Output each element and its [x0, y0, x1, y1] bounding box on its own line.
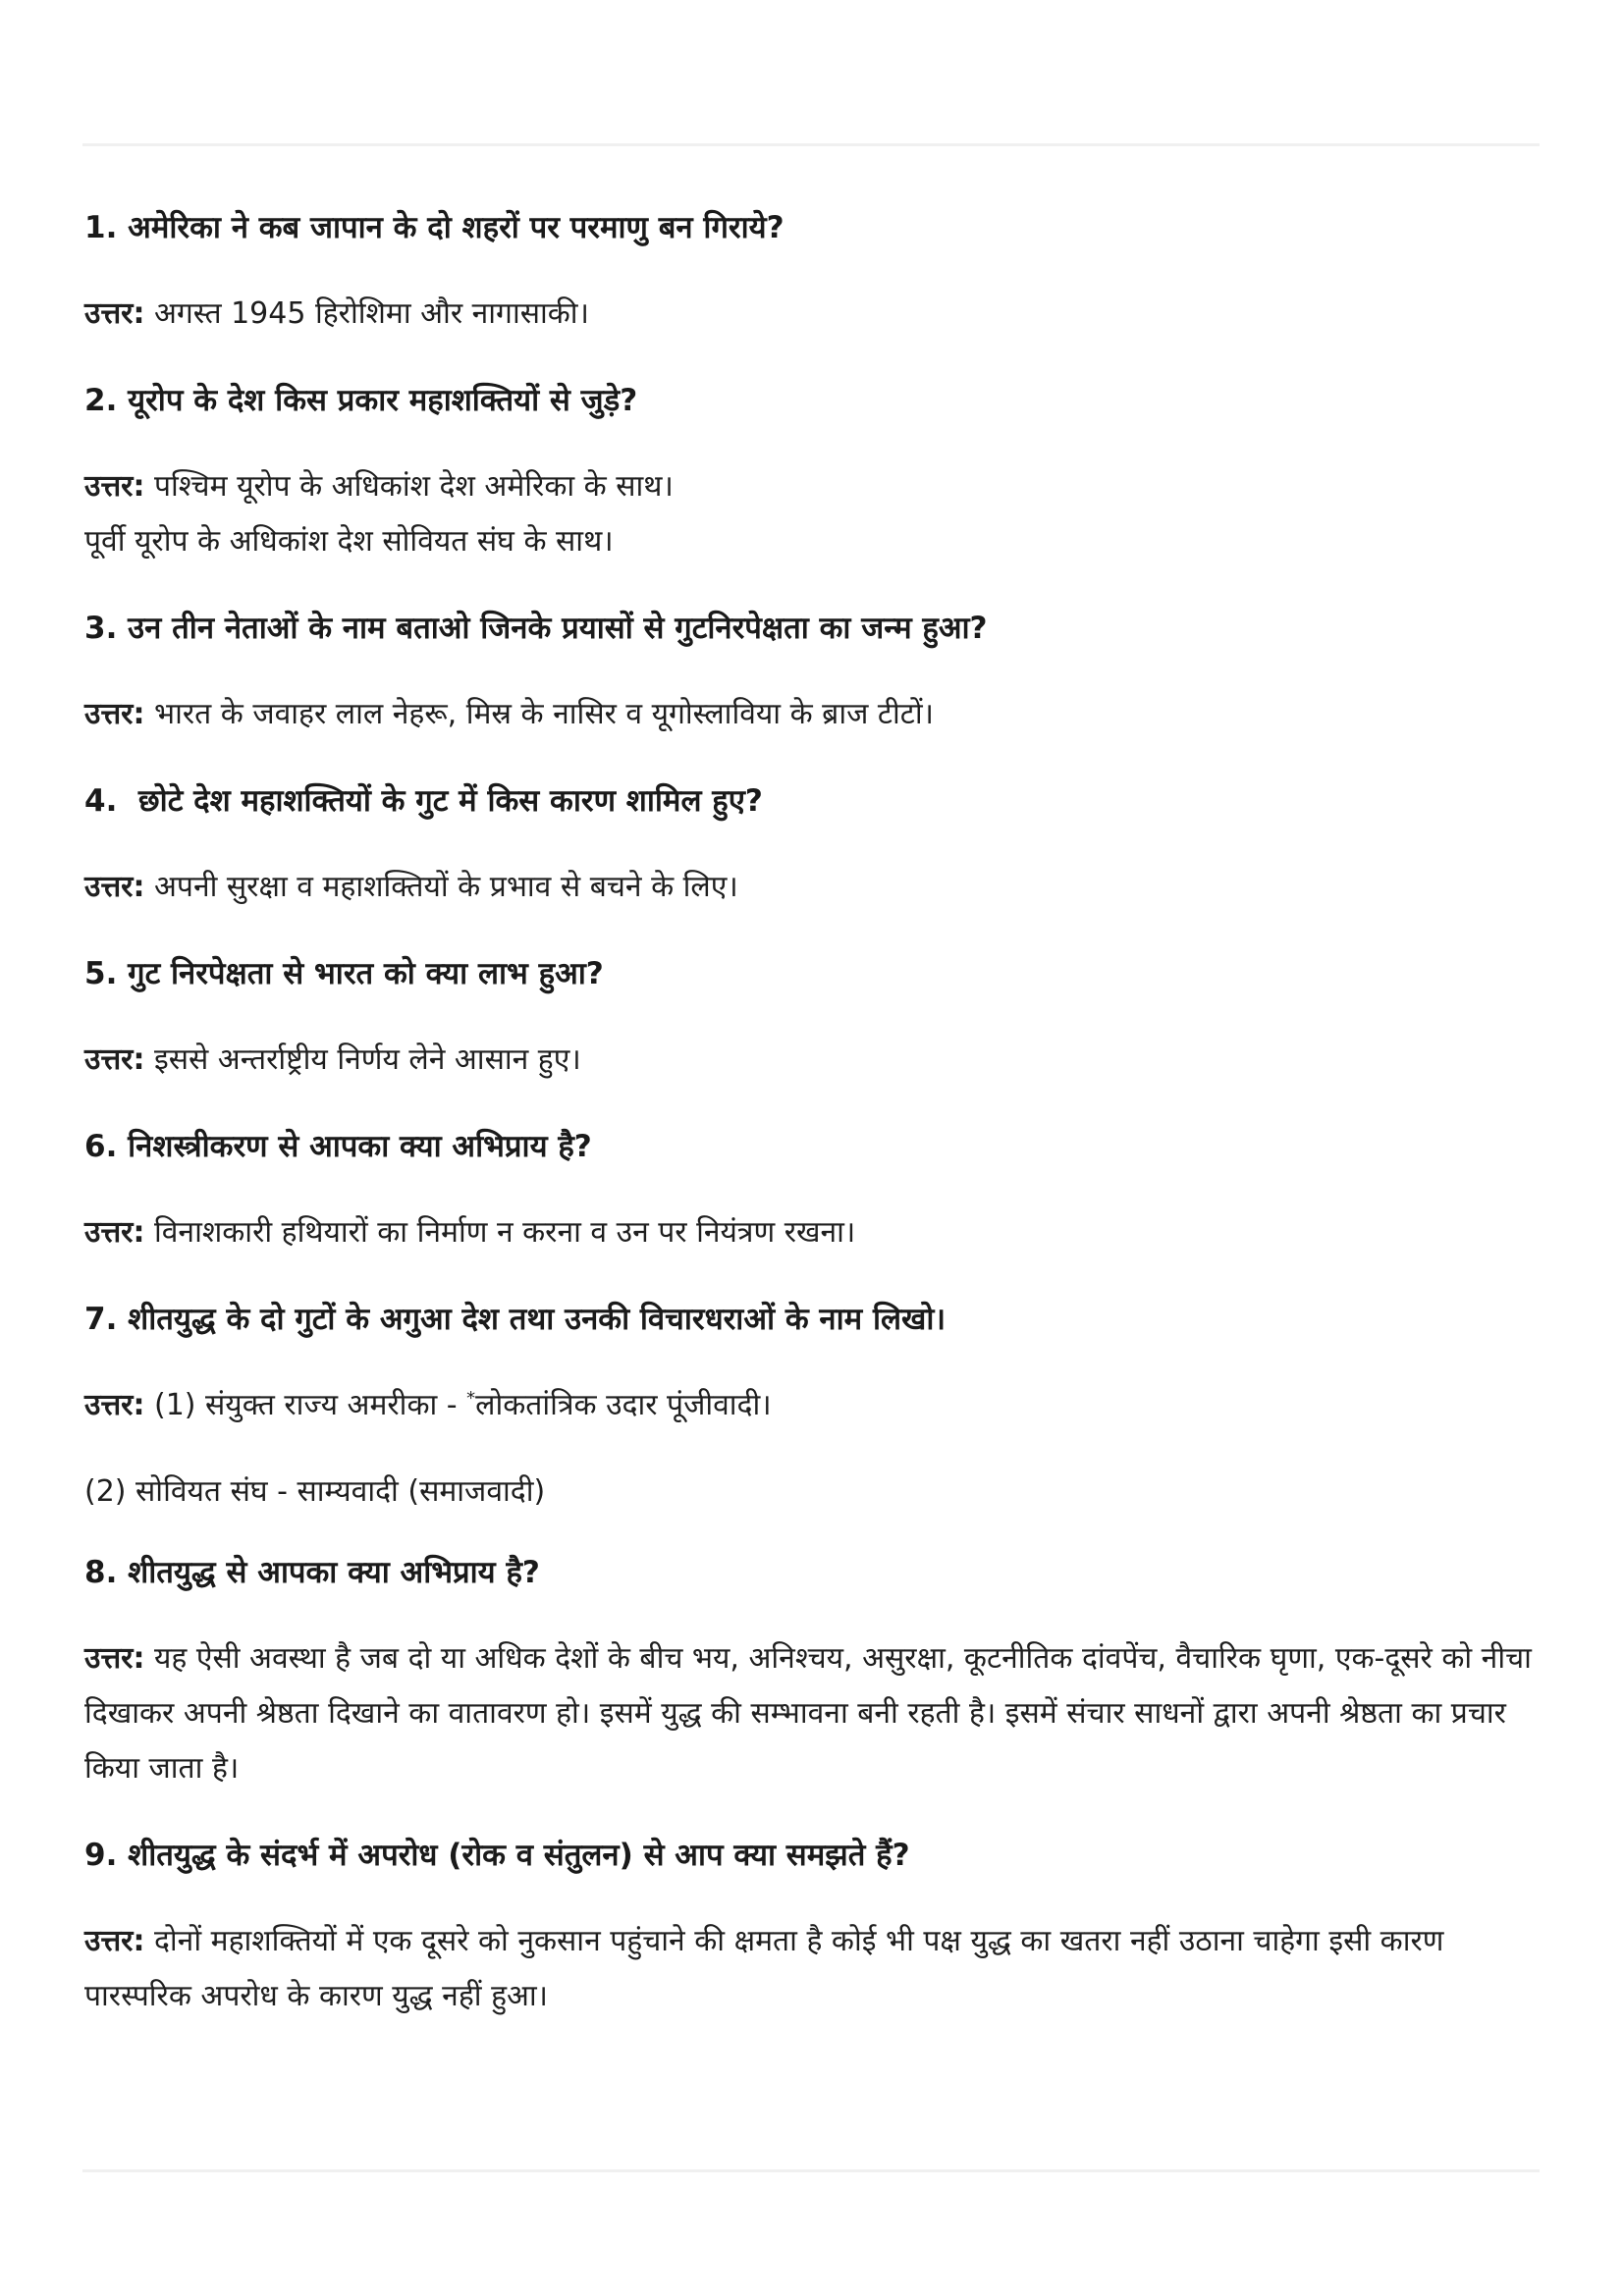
answer-text: विनाशकारी हथियारों का निर्माण न करना व उन पर नियंत्रण रखना। — [153, 1215, 856, 1250]
answer-label: उत्तर: — [84, 1042, 145, 1077]
answer-text: पूर्वी यूरोप के अधिकांश देश सोवियत संघ के साथ। — [84, 524, 614, 559]
question-1: 1. अमेरिका ने कब जापान के दो शहरों पर परमाणु बन गिराये? — [84, 210, 784, 245]
qa-item-4 — [84, 779, 1542, 915]
answer-8 — [84, 1631, 1542, 1796]
answer-4 — [84, 860, 1542, 915]
answer-label: उत्तर: — [84, 1215, 145, 1250]
qa-content — [84, 206, 1542, 2061]
answer-7 — [84, 1378, 1542, 1433]
qa-item-9 — [84, 1834, 1542, 2024]
question-2: 2. यूरोप के देश किस प्रकार महाशक्तियों से जुड़े? — [84, 383, 638, 418]
answer-text: दोनों महाशक्तियों में एक दूसरे को नुकसान पहुंचाने की क्षमता है कोई भी पक्ष युद्ध का खतरा नहीं उठाना चाहेगा इसी कारण पारस्परिक अपरोध के कारण युद्ध नहीं हुआ। — [84, 1924, 1444, 2013]
answer-text: इससे अन्तर्राष्ट्रीय निर्णय लेने आसान हुए। — [153, 1042, 581, 1077]
answer-7-extra: (2) सोवियत संघ - साम्यवादी (समाजवादी) — [84, 1474, 546, 1509]
answer-5 — [84, 1033, 1542, 1088]
answer-3 — [84, 687, 1542, 742]
answer-6 — [84, 1205, 1542, 1260]
question-4: 4. छोटे देश महाशक्तियों के गुट में किस कारण शामिल हुए? — [84, 783, 763, 819]
question-5: 5. गुट निरपेक्षता से भारत को क्या लाभ हुआ? — [84, 956, 604, 991]
answer-text: (1) संयुक्त राज्य अमरीका - — [153, 1388, 467, 1422]
question-7: 7. शीतयुद्ध के दो गुटों के अगुआ देश तथा उनकी विचारधराओं के नाम लिखो। — [84, 1302, 947, 1337]
answer-text: अगस्त 1945 हिरोशिमा और नागासाकी। — [153, 296, 589, 331]
question-9: 9. शीतयुद्ध के संदर्भ में अपरोध (रोक व संतुलन) से आप क्या समझते हैं? — [84, 1838, 910, 1873]
answer-1 — [84, 287, 1542, 342]
answer-label: उत्तर: — [84, 296, 145, 331]
answer-label: उत्तर: — [84, 1641, 145, 1676]
answer-label: उत्तर: — [84, 1388, 145, 1422]
qa-item-8 — [84, 1551, 1542, 1796]
answer-text: अपनी सुरक्षा व महाशक्तियों के प्रभाव से बचने के लिए। — [153, 870, 738, 904]
qa-item-1 — [84, 206, 1542, 342]
footnote-mark: * — [466, 1388, 476, 1409]
question-8: 8. शीतयुद्ध से आपका क्या अभिप्राय है? — [84, 1555, 540, 1590]
qa-item-2 — [84, 379, 1542, 569]
answer-text: पश्चिम यूरोप के अधिकांश देश अमेरिका के साथ। — [153, 469, 674, 504]
answer-label: उत्तर: — [84, 870, 145, 904]
question-3: 3. उन तीन नेताओं के नाम बताओ जिनके प्रयासों से गुटनिरपेक्षता का जन्म हुआ? — [84, 611, 988, 646]
qa-item-3 — [84, 607, 1542, 742]
answer-text: लोकतांत्रिक उदार पूंजीवादी। — [475, 1388, 772, 1422]
answer-label: उत्तर: — [84, 697, 145, 731]
bottom-divider — [82, 2169, 1540, 2172]
answer-text: यह ऐसी अवस्था है जब दो या अधिक देशों के बीच भय, अनिश्चय, असुरक्षा, कूटनीतिक दांवपेंच, वैचारिक घृणा, एक-दूसरे को नीचा दिखाकर अपनी श्रेष्ठता दिखाने का वातावरण हो। इसमें युद्ध की सम्भावना बनी रहती है। इसमें संचार साधनों द्वारा अपनी श्रेष्ठता का प्रचार किया जाता है। — [84, 1641, 1532, 1786]
qa-item-5 — [84, 952, 1542, 1088]
question-6: 6. निशस्त्रीकरण से आपका क्या अभिप्राय है? — [84, 1129, 592, 1164]
qa-item-7 — [84, 1298, 1542, 1514]
qa-item-6 — [84, 1125, 1542, 1260]
answer-label: उत्तर: — [84, 1924, 145, 1958]
answer-label: उत्तर: — [84, 469, 145, 504]
top-divider — [82, 143, 1540, 146]
answer-2 — [84, 459, 1542, 569]
answer-9 — [84, 1914, 1542, 2024]
answer-text: भारत के जवाहर लाल नेहरू, मिस्र के नासिर व यूगोस्लाविया के ब्राज टीटों। — [153, 697, 935, 731]
